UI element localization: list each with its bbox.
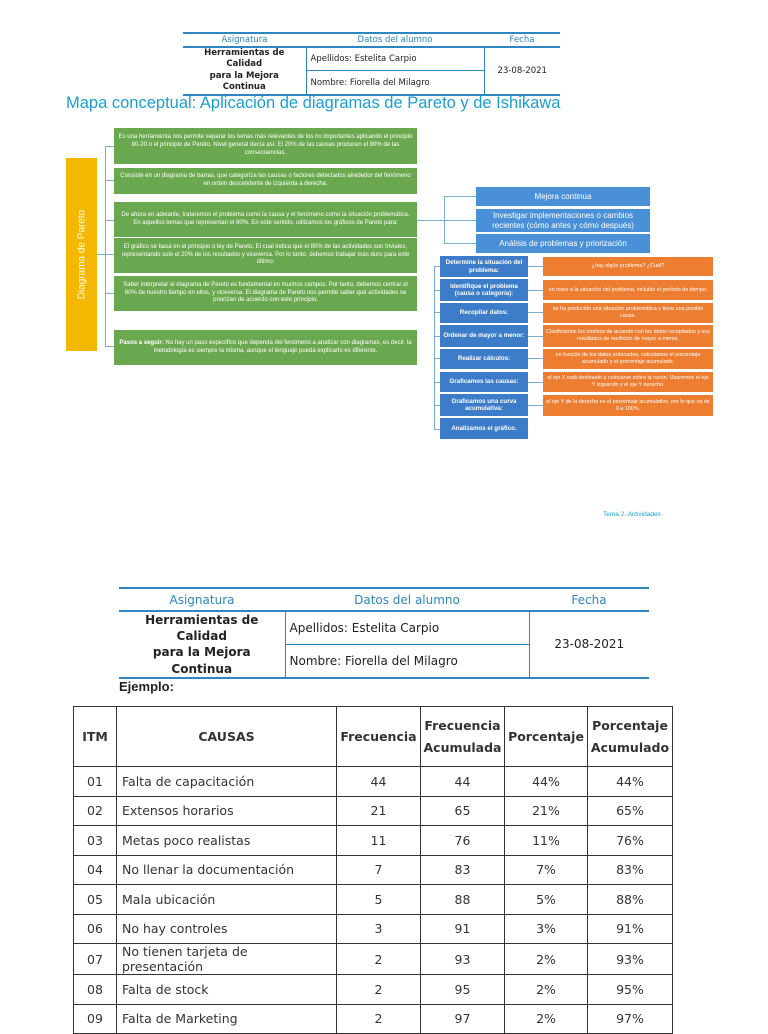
cell-frecuencia: 21	[337, 796, 421, 826]
cell-itm: 03	[74, 826, 117, 856]
header-surname: Apellidos: Estelita Carpio	[285, 611, 529, 644]
connector-line	[528, 312, 543, 313]
cell-frec-acum: 44	[421, 767, 505, 797]
cell-frecuencia: 44	[337, 767, 421, 797]
header-subject-value	[183, 47, 306, 95]
connector-line	[528, 405, 543, 406]
orange-item-4: Clasificamos los motivos de acuerdo con los datos recopilados y sus resultados de medición de mayor a menor.	[543, 325, 713, 347]
cell-porcentaje: 7%	[505, 855, 588, 885]
subject-line-1: Herramientas de Calidad	[145, 613, 259, 644]
cell-causa: Falta de Marketing	[117, 1004, 337, 1034]
table-row	[74, 914, 673, 944]
blue-item-3: Análisis de problemas y priorización	[476, 234, 650, 253]
table-row	[74, 855, 673, 885]
cell-itm: 02	[74, 796, 117, 826]
connector-line	[105, 180, 114, 181]
orange-item-7: el eje Y de la derecha es el porcentaje acumulativo, por lo que va de 0 a 100%.	[543, 395, 713, 416]
header-date-value: 23-08-2021	[484, 47, 560, 95]
col-porc-acum-line1: Porcentaje	[592, 717, 668, 733]
cell-frecuencia: 5	[337, 885, 421, 915]
cell-porc-acum: 97%	[588, 1004, 673, 1034]
cell-frec-acum: 91	[421, 914, 505, 944]
student-header-table-bottom	[119, 587, 649, 679]
cell-porc-acum: 76%	[588, 826, 673, 856]
cell-frecuencia: 2	[337, 1004, 421, 1034]
cell-porc-acum: 95%	[588, 975, 673, 1005]
cell-porcentaje: 21%	[505, 796, 588, 826]
cell-porc-acum: 88%	[588, 885, 673, 915]
cell-porc-acum: 91%	[588, 914, 673, 944]
header-date-value: 23-08-2021	[529, 611, 649, 678]
header-subject-label: Asignatura	[183, 33, 306, 47]
cell-causa: Metas poco realistas	[117, 826, 337, 856]
cell-porc-acum: 65%	[588, 796, 673, 826]
connector-line	[528, 336, 543, 337]
connector-line	[528, 358, 543, 359]
step-1: Determine la situación del problema:	[440, 256, 528, 277]
cell-porcentaje: 5%	[505, 885, 588, 915]
concept-root-box	[66, 158, 97, 351]
table-row	[74, 767, 673, 797]
cell-porc-acum: 93%	[588, 944, 673, 975]
header-name: Nombre: Fiorella del Milagro	[306, 71, 484, 95]
concept-box-6	[114, 330, 417, 365]
cell-frec-acum: 93	[421, 944, 505, 975]
cell-frecuencia: 7	[337, 855, 421, 885]
student-header-table-top	[183, 32, 560, 96]
connector-line	[444, 196, 476, 197]
cell-frec-acum: 76	[421, 826, 505, 856]
cell-causa: No llenar la documentación	[117, 855, 337, 885]
cell-causa: No hay controles	[117, 914, 337, 944]
col-porc-acum	[588, 707, 673, 767]
cell-porcentaje: 2%	[505, 944, 588, 975]
cell-frec-acum: 88	[421, 885, 505, 915]
concept-box-5: Saber interpretar el diagrama de Pareto es fundamental en muchos campos. Por tanto, debemos centrar el 80% de nuestro tiempo en ellos, y viceversa. El diagrama de Pareto nos permite saber qué actividades se priorizan de acuerdo con este principio.	[114, 276, 417, 311]
connector-line	[417, 220, 444, 221]
cell-frec-acum: 83	[421, 855, 505, 885]
header-date-label: Fecha	[484, 33, 560, 47]
cell-causa: Extensos horarios	[117, 796, 337, 826]
step-2: Identifique el problema (causa o categoría):	[440, 279, 528, 301]
cell-frecuencia: 2	[337, 944, 421, 975]
cell-itm: 08	[74, 975, 117, 1005]
connector-line	[105, 254, 114, 255]
connector-line	[444, 243, 476, 244]
table-row	[74, 944, 673, 975]
footer-note: Tema 2. Actividades	[603, 511, 661, 518]
col-porc-acum-line2: Acumulado	[590, 739, 670, 755]
connector-line	[105, 146, 106, 346]
subject-line-2: para la Mejora Continua	[152, 645, 251, 676]
connector-line	[528, 266, 543, 267]
blue-item-1: Mejora continua	[476, 187, 650, 206]
concept-root-label: Diagrama de Pareto	[76, 209, 87, 300]
cell-frec-acum: 95	[421, 975, 505, 1005]
table-row	[74, 1004, 673, 1034]
example-label: Ejemplo:	[119, 679, 174, 694]
step-6: Graficamos las causas:	[440, 372, 528, 392]
connector-line	[105, 293, 114, 294]
concept-box-3: De ahora en adelante, trataremos el problema como la causa y el fenómeno como la situación problemática. En aquellos temas que representan el 80%. En este sentido, utilizamos los gráficos de Pareto para:	[114, 202, 417, 237]
cell-causa: Falta de capacitación	[117, 767, 337, 797]
connector-line	[105, 146, 114, 147]
col-frec-acum	[421, 707, 505, 767]
concept-box-6-text: Pasos a seguir: No hay un paso específico que dependa del fenómeno a analizar con diagramas, es decir, la metodología es siempre la misma, aunque el lenguaje pueda explicarlo es diferente.	[119, 339, 412, 354]
step-5: Realizar cálculos:	[440, 349, 528, 369]
orange-item-2: en torno a la situación del problema, incluido el período de tiempo.	[543, 280, 713, 300]
orange-item-5: en función de los datos ordenados, calculamos el porcentaje acumulado y el porcentaje acumulado.	[543, 349, 713, 369]
cell-porcentaje: 2%	[505, 975, 588, 1005]
cell-frec-acum: 97	[421, 1004, 505, 1034]
cell-porcentaje: 11%	[505, 826, 588, 856]
cell-porcentaje: 44%	[505, 767, 588, 797]
cell-frec-acum: 65	[421, 796, 505, 826]
connector-line	[105, 220, 114, 221]
cell-porc-acum: 83%	[588, 855, 673, 885]
cell-frecuencia: 3	[337, 914, 421, 944]
col-frecuencia: Frecuencia	[337, 707, 421, 767]
header-subject-value	[119, 611, 285, 678]
col-causas: CAUSAS	[117, 707, 337, 767]
header-date-label: Fecha	[529, 588, 649, 611]
cell-porcentaje: 2%	[505, 1004, 588, 1034]
table-row	[74, 885, 673, 915]
cell-causa: No tienen tarjeta de presentación	[117, 944, 337, 975]
table-row	[74, 826, 673, 856]
cell-frecuencia: 11	[337, 826, 421, 856]
orange-item-6: el eje X está destinado a colocarse sobre la razón. Usaremos el eje Y izquierdo y el eje Y derecho.	[543, 372, 713, 392]
subject-line-2: para la Mejora Continua	[209, 70, 279, 93]
cell-itm: 05	[74, 885, 117, 915]
connector-line	[528, 290, 543, 291]
col-itm: ITM	[74, 707, 117, 767]
blue-item-2: Investigar implementaciones o cambios recientes (cómo antes y cómo después)	[476, 209, 650, 232]
concept-box-2: Consiste en un diagrama de barras, que categoriza las causas o factores detectados alrededor del fenómeno en orden descendente de izquierda a derecha.	[114, 168, 417, 194]
header-surname: Apellidos: Estelita Carpio	[306, 47, 484, 71]
step-3: Recopilar datos:	[440, 303, 528, 323]
col-frec-acum-line1: Frecuencia	[424, 717, 501, 733]
concept-box-4: El gráfico se basa en el principio o ley de Pareto. El cual indica que el 80% de las actividades son triviales, representando solo el 20% de los resultados y viceversa. Por lo tanto, debemos trabajar más duro para este último.	[114, 238, 417, 273]
steps-bold-prefix: Pasos a seguir:	[119, 339, 164, 346]
header-student-label: Datos del alumno	[306, 33, 484, 47]
step-7: Graficamos una curva acumulativa:	[440, 394, 528, 416]
cell-porc-acum: 44%	[588, 767, 673, 797]
cell-itm: 09	[74, 1004, 117, 1034]
cell-porcentaje: 3%	[505, 914, 588, 944]
pareto-table	[73, 706, 673, 1034]
table-header-row	[74, 707, 673, 767]
page-title: Mapa conceptual: Aplicación de diagramas de Pareto y de Ishikawa	[66, 94, 561, 112]
col-porcentaje: Porcentaje	[505, 707, 588, 767]
header-student-label: Datos del alumno	[285, 588, 529, 611]
table-row	[74, 975, 673, 1005]
cell-itm: 04	[74, 855, 117, 885]
col-frec-acum-line2: Acumulada	[423, 739, 502, 755]
concept-box-1: Es una herramienta nos permite separar los temas más relevantes de los no importantes aplicando el principio 80-20 o el principio de Pareto. Nivel general decía así: El 20% de las causas producen el 80% de las consecuencias.	[114, 128, 417, 164]
orange-item-1: ¿hay algún problema? ¿Cuál?	[543, 257, 713, 276]
step-4: Ordenar de mayor a menor:	[440, 325, 528, 347]
header-name: Nombre: Fiorella del Milagro	[285, 644, 529, 677]
cell-itm: 07	[74, 944, 117, 975]
connector-line	[444, 220, 476, 221]
cell-frecuencia: 2	[337, 975, 421, 1005]
cell-itm: 06	[74, 914, 117, 944]
connector-line	[528, 382, 543, 383]
connector-line	[105, 346, 114, 347]
table-row	[74, 796, 673, 826]
orange-item-3: se ha producido una situación problemática y tiene una posible causa.	[543, 303, 713, 323]
header-subject-label: Asignatura	[119, 588, 285, 611]
cell-itm: 01	[74, 767, 117, 797]
subject-line-1: Herramientas de Calidad	[204, 48, 285, 70]
step-8: Analizamos el gráfico.	[440, 418, 528, 439]
cell-causa: Mala ubicación	[117, 885, 337, 915]
cell-causa: Falta de stock	[117, 975, 337, 1005]
